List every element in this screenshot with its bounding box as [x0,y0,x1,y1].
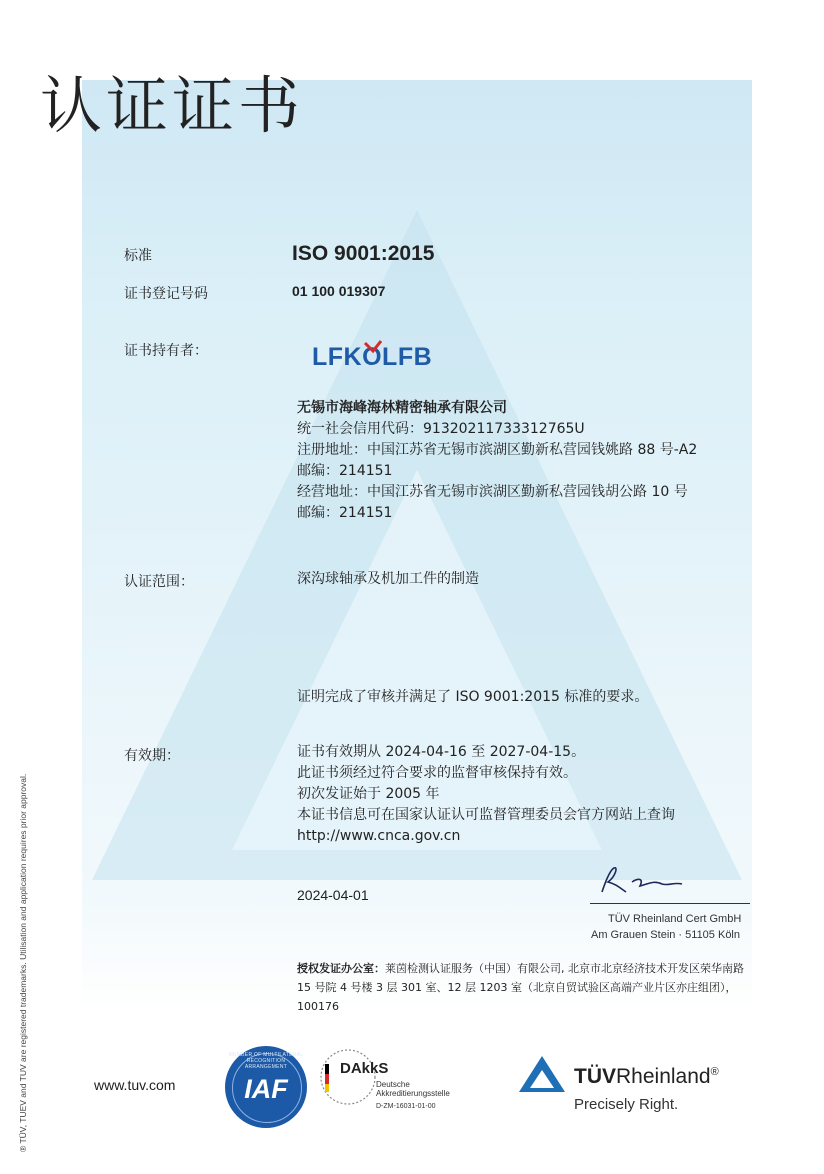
dakks-emblem-icon [317,1046,379,1108]
dakks-id: D-ZM-16031-01-00 [376,1103,436,1110]
operating-postcode: 邮编：214151 [297,505,393,521]
holder-block [297,398,697,524]
iaf-text: IAF [244,1074,288,1104]
lfk-logo-text: LFKOLFB [312,343,433,371]
iaf-ring-text: MEMBER OF MULTILATERAL RECOGNITION ARRANGEMENT [228,1052,304,1070]
lfk-logo [312,343,432,372]
first-issue: 初次发证始于 2005 年 [297,786,440,802]
signature-line [590,903,750,904]
dakks-subtitle [376,1080,450,1098]
iaf-logo-icon [225,1046,307,1128]
validity-condition: 此证书须经过符合要求的监督审核保持有效。 [297,765,577,781]
registered-address: 注册地址：中国江苏省无锡市滨湖区勤新私营园钱姚路 88 号-A2 [297,442,698,458]
office-postcode: 100176 [297,1000,339,1013]
tuv-brand [574,1065,719,1089]
issuer-name: TÜV Rheinland Cert GmbH [608,913,742,925]
lfk-check-icon [362,340,384,354]
scope-label: 认证范围： [124,574,194,590]
standard-value: ISO 9001:2015 [292,242,435,265]
signature-icon [592,862,692,902]
issuing-office [297,959,755,1016]
scope-value: 深沟球轴承及机加工件的制造 [297,571,479,587]
tuv-brand-rest: Rheinland [616,1065,711,1088]
registered-postcode: 邮编：214151 [297,463,393,479]
holder-label: 证书持有者： [124,343,208,359]
tuv-triangle-icon [517,1054,567,1094]
dakks-sub1: Deutsche [376,1080,410,1089]
issuer-address: Am Grauen Stein · 51105 Köln [591,929,740,941]
verification-note: 本证书信息可在国家认证认可监督管理委员会官方网站上查询 [297,807,675,823]
registration-label: 证书登记号码 [124,286,208,302]
office-text: 莱茵检测认证服务（中国）有限公司, 北京市北京经济技术开发区荣华南路 15 号院 4 号楼 3 层 301 室、12 层 1203 室（北京自贸试验区高端产业片区亦庄组团）， [297,962,744,994]
credit-code: 统一社会信用代码：91320211733312765U [297,421,585,437]
conformity-statement: 证明完成了审核并满足了 ISO 9001:2015 标准的要求。 [297,689,649,705]
cnca-url: http://www.cnca.gov.cn [297,828,461,844]
tuv-brand-bold: TÜV [574,1065,616,1088]
trademark-side-note: ® TÜV, TUEV and TUV are registered trademarks. Utilisation and application requires prior approval. [18,773,28,1152]
website-link[interactable]: www.tuv.com [94,1077,176,1093]
tuv-tagline: Precisely Right. [574,1096,679,1113]
issue-date: 2024-04-01 [297,887,369,903]
operating-address: 经营地址：中国江苏省无锡市滨湖区勤新私营园钱胡公路 10 号 [297,484,688,500]
validity-block [297,742,675,847]
tuv-registered-mark: ® [710,1066,719,1078]
validity-label: 有效期： [124,748,180,764]
standard-label: 标准 [124,248,152,264]
validity-period: 证书有效期从 2024-04-16 至 2027-04-15。 [297,744,586,760]
office-label: 授权发证办公室： [297,962,385,975]
dakks-title: DAkkS [340,1060,389,1077]
dakks-sub2: Akkreditierungsstelle [376,1089,450,1098]
company-name: 无锡市海峰海林精密轴承有限公司 [297,400,507,416]
page-title: 认证证书 [40,69,305,142]
registration-value: 01 100 019307 [292,283,386,299]
